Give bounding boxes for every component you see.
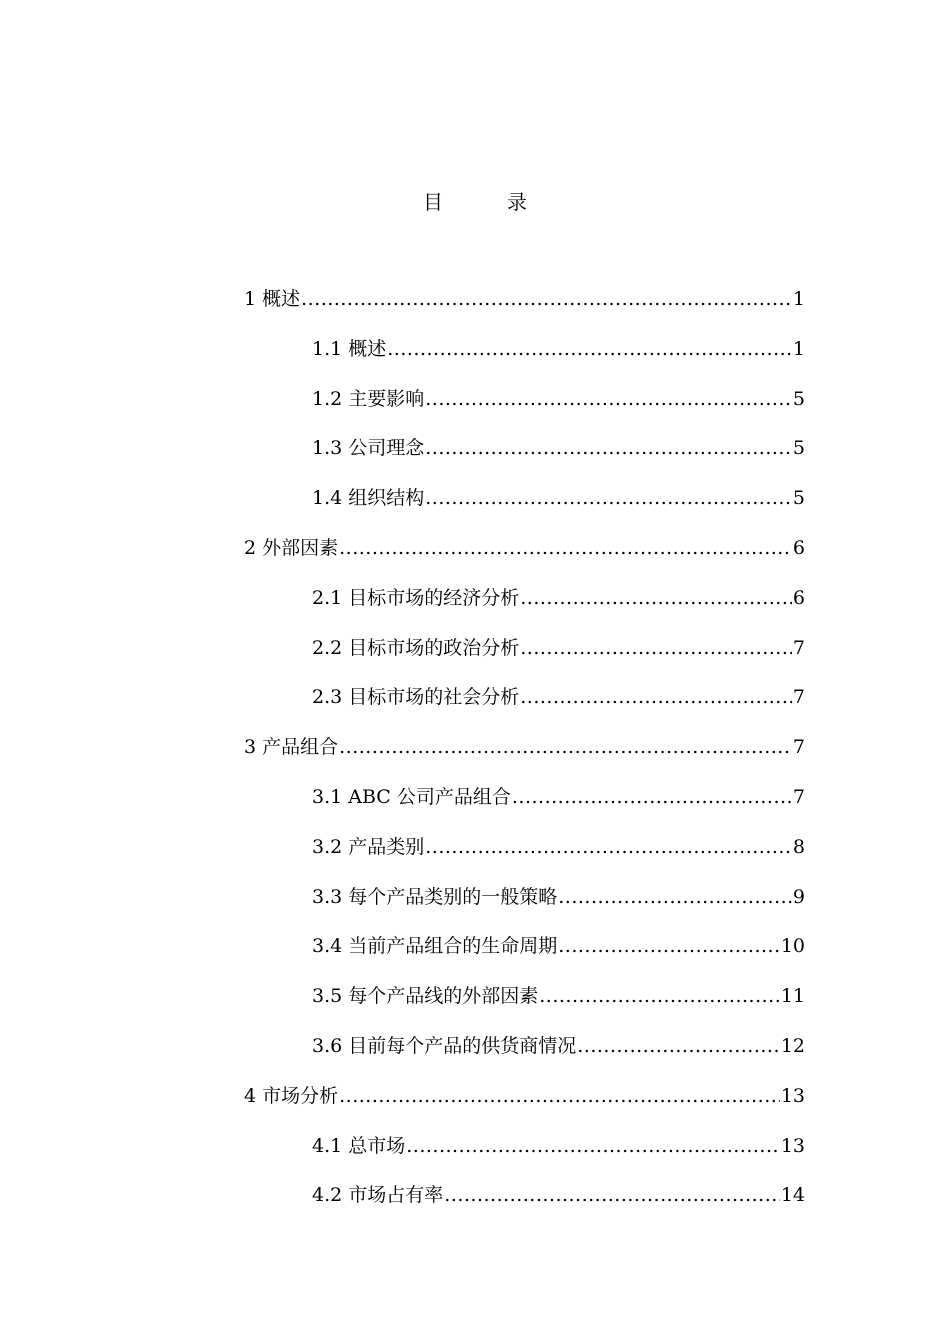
toc-entry-label: 4.1 总市场 [312, 1134, 406, 1157]
toc-entry[interactable] [312, 784, 805, 810]
toc-dot-leader [425, 386, 792, 412]
toc-entry-label: 3.6 目前每个产品的供货商情况 [312, 1035, 577, 1057]
toc-dot-leader [387, 336, 792, 362]
toc-entry[interactable] [312, 1182, 805, 1208]
toc-entry-label: 1.4 组织结构 [312, 487, 425, 510]
toc-dot-leader [444, 1182, 780, 1208]
toc-page-number: 7 [792, 736, 805, 759]
toc-entry-label: 3.3 每个产品类别的一般策略 [312, 885, 558, 908]
toc-dot-leader [558, 933, 780, 959]
toc-entry[interactable] [312, 884, 805, 910]
toc-entry[interactable] [312, 834, 805, 860]
toc-entry[interactable] [312, 485, 805, 511]
toc-entry-label: 3 产品组合 [244, 736, 339, 759]
toc-page-number: 12 [780, 1035, 805, 1057]
toc-page-number: 1 [792, 337, 805, 360]
toc-entry-label: 3.1 ABC 公司产品组合 [312, 786, 511, 808]
toc-page-number: 14 [780, 1184, 805, 1207]
toc-dot-leader [577, 1033, 780, 1059]
toc-entry[interactable] [312, 386, 805, 412]
toc-entry-label: 3.4 当前产品组合的生命周期 [312, 935, 558, 958]
toc-entry[interactable] [312, 435, 805, 461]
toc-dot-leader [339, 535, 792, 561]
toc-page-number: 9 [792, 885, 805, 908]
toc-entry[interactable] [312, 1133, 805, 1159]
toc-page-number: 7 [792, 686, 805, 709]
toc-entry[interactable] [312, 684, 805, 710]
toc-entry-label: 1 概述 [244, 288, 301, 310]
toc-dot-leader [406, 1133, 780, 1159]
toc-dot-leader [539, 983, 780, 1009]
toc-page-number: 1 [792, 288, 805, 310]
toc-entry-label: 2.1 目标市场的经济分析 [312, 586, 520, 609]
toc-entry-label: 4 市场分析 [244, 1084, 339, 1107]
toc-entry-label: 2 外部因素 [244, 537, 339, 559]
toc-entry-label: 1.3 公司理念 [312, 437, 425, 460]
toc-dot-leader [512, 784, 792, 810]
toc-page-number: 8 [792, 835, 805, 858]
toc-page-number: 5 [792, 387, 805, 410]
toc-entry[interactable] [312, 1033, 805, 1059]
toc-title-left: 目 [423, 190, 443, 214]
toc-page-number: 13 [780, 1134, 805, 1157]
toc-page-number: 5 [792, 437, 805, 460]
toc-entry[interactable] [244, 535, 805, 561]
toc-dot-leader [520, 635, 792, 661]
toc-page-number: 6 [792, 586, 805, 609]
toc-entry[interactable] [312, 585, 805, 611]
toc-entry[interactable] [244, 286, 805, 312]
toc-entry-label: 1.1 概述 [312, 337, 387, 360]
toc-entry[interactable] [244, 1083, 805, 1109]
toc-entry-label: 2.2 目标市场的政治分析 [312, 636, 520, 659]
toc-dot-leader [339, 734, 792, 760]
toc-dot-leader [425, 485, 792, 511]
toc-page-number: 11 [780, 985, 805, 1008]
toc-page-number: 5 [792, 487, 805, 510]
toc-entry-label: 4.2 市场占有率 [312, 1184, 444, 1207]
toc-dot-leader [339, 1083, 780, 1109]
toc-dot-leader [520, 684, 792, 710]
toc-entry-label: 3.2 产品类别 [312, 835, 425, 858]
toc-page-number: 7 [792, 786, 805, 808]
toc-entry[interactable] [244, 734, 805, 760]
toc-dot-leader [425, 435, 792, 461]
toc-entry[interactable] [312, 933, 805, 959]
toc-dot-leader [301, 286, 792, 312]
toc-entry-label: 3.5 每个产品线的外部因素 [312, 985, 539, 1008]
toc-page-number: 13 [780, 1084, 805, 1107]
toc-entry-label: 2.3 目标市场的社会分析 [312, 686, 520, 709]
toc-dot-leader [425, 834, 792, 860]
toc-page-number: 10 [780, 935, 805, 958]
toc-dot-leader [558, 884, 792, 910]
toc-page-number: 6 [792, 537, 805, 559]
toc-title [0, 186, 950, 215]
toc-entry-label: 1.2 主要影响 [312, 387, 425, 410]
toc-entry[interactable] [312, 635, 805, 661]
toc-page-number: 7 [792, 636, 805, 659]
toc-title-right: 录 [507, 190, 527, 214]
toc-dot-leader [520, 585, 792, 611]
toc-entry[interactable] [312, 983, 805, 1009]
toc-entry[interactable] [312, 336, 805, 362]
